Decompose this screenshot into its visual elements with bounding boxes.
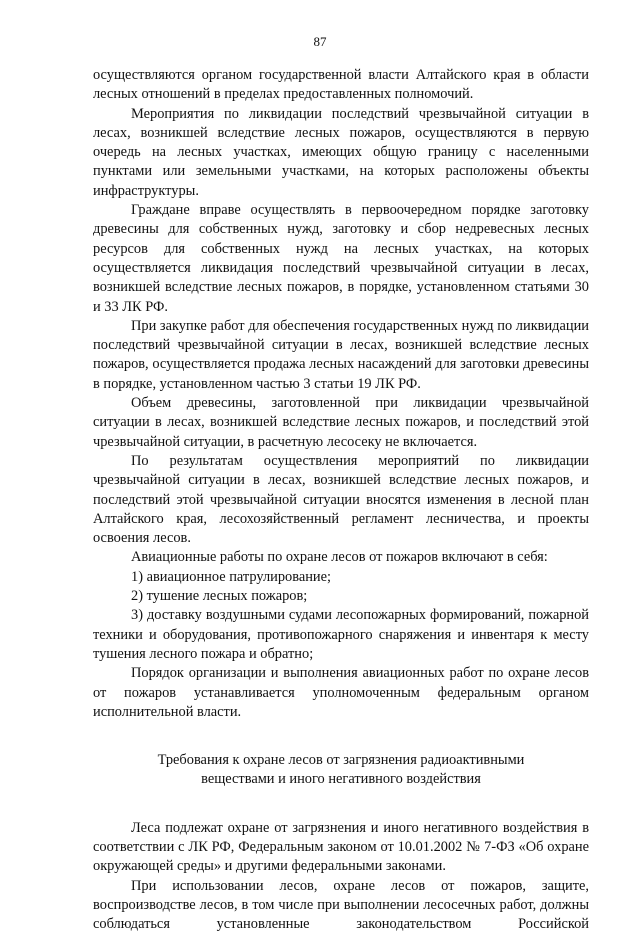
paragraph-aviation-intro: Авиационные работы по охране лесов от пожаров включают в себя: (131, 549, 548, 566)
paragraph-procurement: При закупке работ для обеспечения государственных нужд по ликвидации последствий чрезвычайной ситуации в лесах, возникшей вследствие лесных пожаров, осуществляется продажа лесных насаждений для заготовки древесины в порядке, установленном частью 3 статьи 19 ЛК РФ. (93, 317, 589, 392)
section-heading (93, 751, 589, 790)
paragraph-pollution-protection: Леса подлежат охране от загрязнения и иного негативного воздействия в соответствии с ЛК РФ, Федеральным законом от 10.01.2002 № 7-ФЗ «Об охране окружающей среды» и другими федеральными законами. (93, 819, 589, 875)
list-item-extinguishing: 2) тушение лесных пожаров; (131, 588, 308, 605)
list-item-delivery: 3) доставку воздушными судами лесопожарных формирований, пожарной техники и оборудования, противопожарного снаряжения и инвентаря к месту тушения лесного пожара и обратно; (93, 607, 589, 662)
page-content (93, 66, 589, 934)
paragraph-timber-volume: Объем древесины, заготовленной при ликвидации чрезвычайной ситуации в лесах, возникшей вследствие лесных пожаров, и последствий этой чрезвычайной ситуации, в расчетную лесосеку не включается. (93, 395, 589, 450)
paragraph-liquidation-measures: Мероприятия по ликвидации последствий чрезвычайной ситуации в лесах, возникшей вследствие лесных пожаров, осуществляются в первую очередь на лесных участках, имеющих общую границу с населенными пунктами или земельными участками, на которых расположены объекты инфраструктуры. (93, 105, 589, 199)
paragraph-plan-changes: По результатам осуществления мероприятий по ликвидации чрезвычайной ситуации в лесах, возникшей вследствие лесных пожаров, и последствий этой чрезвычайной ситуации вносятся изменения в лесной план Алтайского края, лесохозяйственный регламент лесничества, и проекты освоения лесов. (93, 452, 589, 547)
paragraph-forest-use-requirements: При использовании лесов, охране лесов от пожаров, защите, воспроизводстве лесов, в том числе при выполнении лесосечных работ, должны соблюдаться установленные законодательством Российской (93, 877, 589, 933)
list-item-patrol: 1) авиационное патрулирование; (131, 568, 332, 585)
section-heading-line: веществами и иного негативного воздействия (201, 771, 481, 788)
page-number: 87 (313, 34, 327, 49)
paragraph-aviation-procedure: Порядок организации и выполнения авиационных работ по охране лесов от пожаров устанавливается уполномоченным федеральным органом исполнительной власти. (93, 665, 589, 720)
paragraph-citizens-rights: Граждане вправе осуществлять в первоочередном порядке заготовку древесины для собственных нужд, заготовку и сбор недревесных лесных ресурсов для собственных нужд на лесных участках, на которых осуществляется ликвидация последствий чрезвычайной ситуации в лесах, возникшей вследствие лесных пожаров, в порядке, установленном статьями 30 и 33 ЛК РФ. (93, 202, 589, 315)
section-heading-line: Требования к охране лесов от загрязнения радиоактивными (157, 752, 525, 769)
paragraph-continuation: осуществляются органом государственной власти Алтайского края в области лесных отношений в пределах предоставленных полномочий. (93, 67, 589, 103)
